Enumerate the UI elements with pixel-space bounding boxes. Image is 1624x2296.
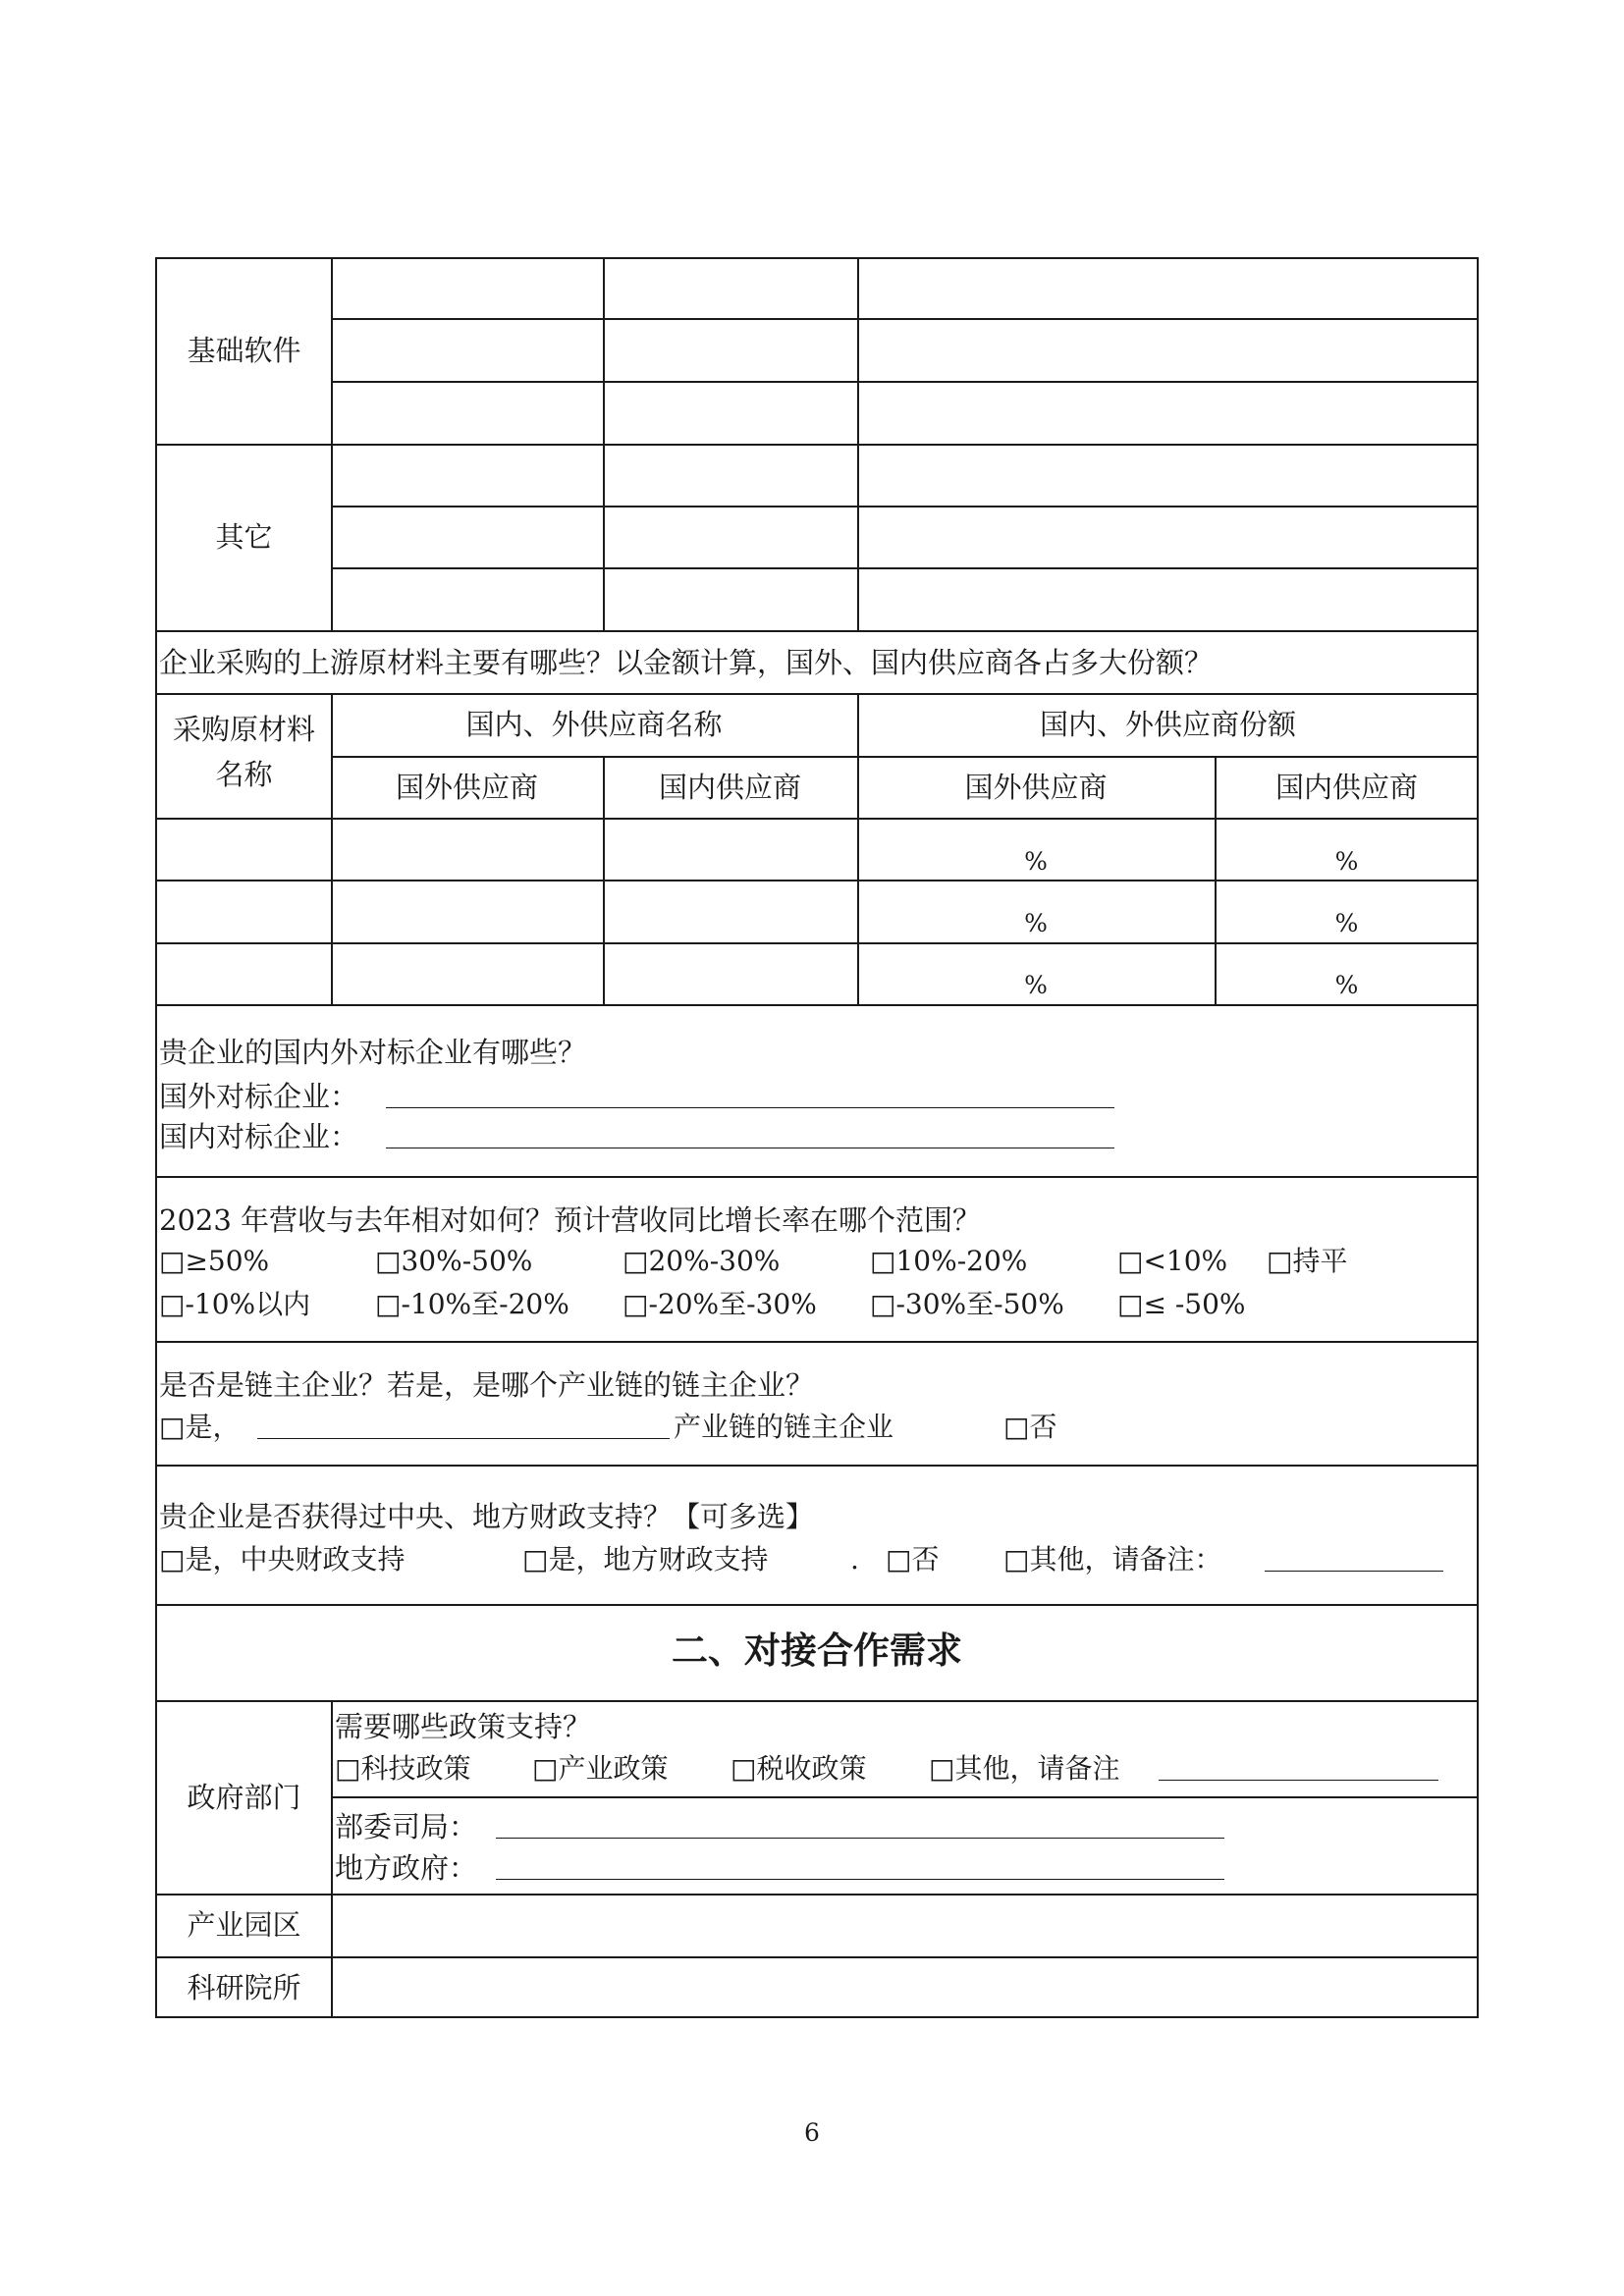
chain-name-field[interactable]	[257, 1438, 670, 1439]
chain-suffix-label: 产业链的链主企业	[674, 1411, 894, 1443]
materials-question: 企业采购的上游原材料主要有哪些？以金额计算，国外、国内供应商各占多大份额？	[159, 646, 1214, 679]
policy-industry-checkbox[interactable]: □产业政策	[532, 1752, 669, 1785]
chain-yes-checkbox[interactable]: □是，	[159, 1411, 241, 1443]
finance-central-checkbox[interactable]: □是，中央财政支持	[159, 1543, 406, 1575]
finance-other-field[interactable]	[1265, 1571, 1443, 1572]
policy-other-field[interactable]	[1159, 1780, 1438, 1781]
finance-local-checkbox[interactable]: □是，地方财政支持	[522, 1543, 769, 1575]
row-label-industrial-park: 产业园区	[187, 1908, 301, 1942]
revenue-option-checkbox[interactable]: □≥50%	[159, 1245, 270, 1277]
col-header-foreign-share: 国外供应商	[964, 771, 1108, 804]
ministry-field[interactable]	[496, 1838, 1224, 1839]
col-header-domestic-supplier: 国内供应商	[658, 771, 801, 804]
row-divider	[155, 1604, 1479, 1606]
column-divider	[331, 257, 333, 444]
column-divider	[331, 1700, 333, 2018]
row-divider	[331, 1796, 1479, 1798]
revenue-option-checkbox[interactable]: □30%-50%	[375, 1245, 533, 1277]
row-label-research-institute: 科研院所	[187, 1971, 301, 2004]
row-divider	[155, 444, 1479, 446]
percent-cell: %	[1024, 909, 1048, 937]
revenue-option-checkbox[interactable]: □20%-30%	[623, 1245, 781, 1277]
row-divider	[155, 1894, 1479, 1896]
row-divider	[155, 1956, 1479, 1958]
revenue-option-checkbox[interactable]: □-30%至-50%	[870, 1288, 1064, 1320]
percent-cell: %	[1334, 847, 1359, 876]
revenue-option-checkbox[interactable]: □持平	[1267, 1245, 1348, 1277]
benchmark-domestic-label: 国内对标企业：	[159, 1120, 359, 1153]
policy-question: 需要哪些政策支持？	[335, 1710, 592, 1743]
row-divider	[155, 693, 1479, 695]
section-title: 二、对接合作需求	[672, 1629, 962, 1672]
row-label-basic-software: 基础软件	[187, 334, 301, 367]
row-divider	[155, 818, 1479, 820]
row-divider	[155, 1341, 1479, 1343]
benchmark-foreign-label: 国外对标企业：	[159, 1080, 359, 1113]
row-divider	[155, 1700, 1479, 1702]
revenue-option-checkbox[interactable]: □10%-20%	[870, 1245, 1028, 1277]
chain-no-checkbox[interactable]: □否	[1003, 1411, 1057, 1443]
policy-tax-checkbox[interactable]: □税收政策	[731, 1752, 867, 1785]
percent-cell: %	[1334, 909, 1359, 937]
finance-other-checkbox[interactable]: □其他，请备注：	[1003, 1543, 1222, 1575]
row-divider	[331, 567, 1479, 569]
local-gov-label: 地方政府：	[335, 1851, 478, 1885]
chain-question: 是否是链主企业？若是，是哪个产业链的链主企业？	[159, 1368, 815, 1402]
benchmark-foreign-field[interactable]	[386, 1107, 1114, 1108]
column-divider	[331, 444, 333, 630]
row-divider	[155, 1004, 1479, 1006]
row-divider	[331, 756, 1479, 758]
percent-cell: %	[1334, 971, 1359, 999]
finance-dot: .	[850, 1543, 859, 1575]
policy-other-checkbox[interactable]: □其他，请备注	[929, 1752, 1120, 1785]
row-divider	[331, 318, 1479, 320]
revenue-option-checkbox[interactable]: □-10%以内	[159, 1288, 311, 1320]
col-header-foreign-supplier: 国外供应商	[395, 771, 538, 804]
revenue-question: 2023 年营收与去年相对如何？预计营收同比增长率在哪个范围？	[159, 1203, 982, 1237]
col-header-domestic-share: 国内供应商	[1274, 771, 1418, 804]
finance-question: 贵企业是否获得过中央、地方财政支持？【可多选】	[159, 1500, 815, 1533]
revenue-option-checkbox[interactable]: □<10%	[1117, 1245, 1228, 1277]
column-divider	[603, 257, 605, 630]
benchmark-question: 贵企业的国内外对标企业有哪些？	[159, 1036, 587, 1069]
row-label-government: 政府部门	[187, 1781, 301, 1814]
col-header-supplier-names: 国内、外供应商名称	[465, 708, 723, 741]
ministry-label: 部委司局：	[335, 1810, 478, 1843]
row-divider	[155, 1465, 1479, 1467]
col-header-material-name-line1: 采购原材料	[172, 713, 315, 746]
column-divider	[857, 257, 859, 630]
revenue-option-checkbox[interactable]: □≤ -50%	[1117, 1288, 1246, 1320]
revenue-option-checkbox[interactable]: □-20%至-30%	[623, 1288, 817, 1320]
percent-cell: %	[1024, 971, 1048, 999]
finance-no-checkbox[interactable]: □否	[886, 1543, 940, 1575]
policy-tech-checkbox[interactable]: □科技政策	[335, 1752, 471, 1785]
row-divider	[155, 880, 1479, 881]
row-divider	[331, 381, 1479, 383]
row-divider	[155, 630, 1479, 632]
page-number: 6	[804, 2118, 820, 2147]
row-label-other: 其它	[215, 520, 273, 554]
percent-cell: %	[1024, 847, 1048, 876]
row-divider	[331, 506, 1479, 507]
row-divider	[155, 1176, 1479, 1178]
local-gov-field[interactable]	[496, 1879, 1224, 1880]
revenue-option-checkbox[interactable]: □-10%至-20%	[375, 1288, 569, 1320]
col-header-material-name-line2: 名称	[215, 758, 273, 791]
row-divider	[155, 942, 1479, 944]
col-header-supplier-shares: 国内、外供应商份额	[1039, 708, 1296, 741]
